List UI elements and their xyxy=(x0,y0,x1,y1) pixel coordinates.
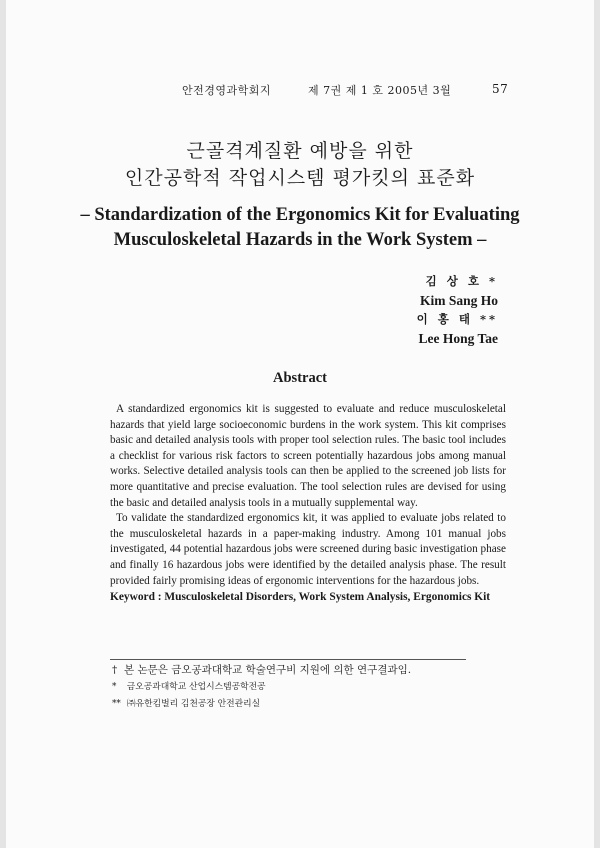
author-2-korean-name: 이 홍 태 ** xyxy=(416,312,498,326)
author-2-english-name: Lee Hong Tae xyxy=(418,331,498,346)
korean-title xyxy=(6,138,594,192)
journal-name: 안전경영과학회지 xyxy=(182,84,272,97)
footnote-affiliation-2 xyxy=(112,696,492,713)
footnote-affiliation-2-text: ㈜유한킴벌리 김천공장 안전관리실 xyxy=(126,699,261,709)
korean-title-line-2: 인간공학적 작업시스템 평가킷의 표준화 xyxy=(124,167,476,189)
abstract-body xyxy=(110,402,506,606)
dagger-mark: † xyxy=(112,664,118,676)
author-block xyxy=(417,272,498,348)
abstract-paragraph-1: A standardized ergonomics kit is suggested to evaluate and reduce musculoskeletal hazards that yield large socioeconomic burdens in the work system. This kit comprises basic and detailed analysis tools with proper tool selection rules. The basic tool includes a checklist for various risk factors to screen potentially hazardous jobs among manual works. Selective detailed analysis tools can then be applied to the screened job lists for more quantitative and precise evaluation. The tool selection rules are devised for using the basic and detailed analysis tools in a mutually supplemental way. xyxy=(110,403,506,509)
footnotes xyxy=(112,662,492,713)
footnote-affiliation-1-text: 금오공과대학교 산업시스템공학전공 xyxy=(126,682,266,692)
abstract-paragraph-2: To validate the standardized ergonomics kit, it was applied to evaluate jobs related to the musculoskeletal hazards in a paper-making industry. Among 101 manual jobs investigated, 44 potential hazardous jobs were screened during basic investigation phase and finally 16 hazardous jobs were identified by the detailed analysis phase. The result provided fairly promising ideas of ergonomic interventions for the hazardous jobs. xyxy=(110,512,506,587)
asterisk-mark: * xyxy=(112,682,117,692)
footnote-divider xyxy=(110,659,466,660)
author-1-korean-name: 김 상 호 * xyxy=(425,274,498,288)
footnote-affiliation-1 xyxy=(112,679,492,696)
abstract-heading: Abstract xyxy=(273,370,327,386)
issue-info: 제 7권 제 1 호 2005년 3월 xyxy=(308,84,452,97)
keywords: Keyword : Musculoskeletal Disorders, Work System Analysis, Ergonomics Kit xyxy=(110,591,491,604)
english-title-line-1: – Standardization of the Ergonomics Kit for Evaluating xyxy=(80,205,520,225)
footnote-funding xyxy=(112,662,492,679)
english-title-line-2: Musculoskeletal Hazards in the Work System – xyxy=(113,230,487,250)
double-asterisk-mark: ** xyxy=(112,699,121,709)
author-1-english-name: Kim Sang Ho xyxy=(419,293,498,308)
footnote-funding-text: 본 논문은 금오공과대학교 학술연구비 지원에 의한 연구결과임. xyxy=(124,664,412,676)
page-number: 57 xyxy=(492,82,509,96)
korean-title-line-1: 근골격계질환 예방을 위한 xyxy=(186,140,414,162)
english-title xyxy=(6,203,594,253)
